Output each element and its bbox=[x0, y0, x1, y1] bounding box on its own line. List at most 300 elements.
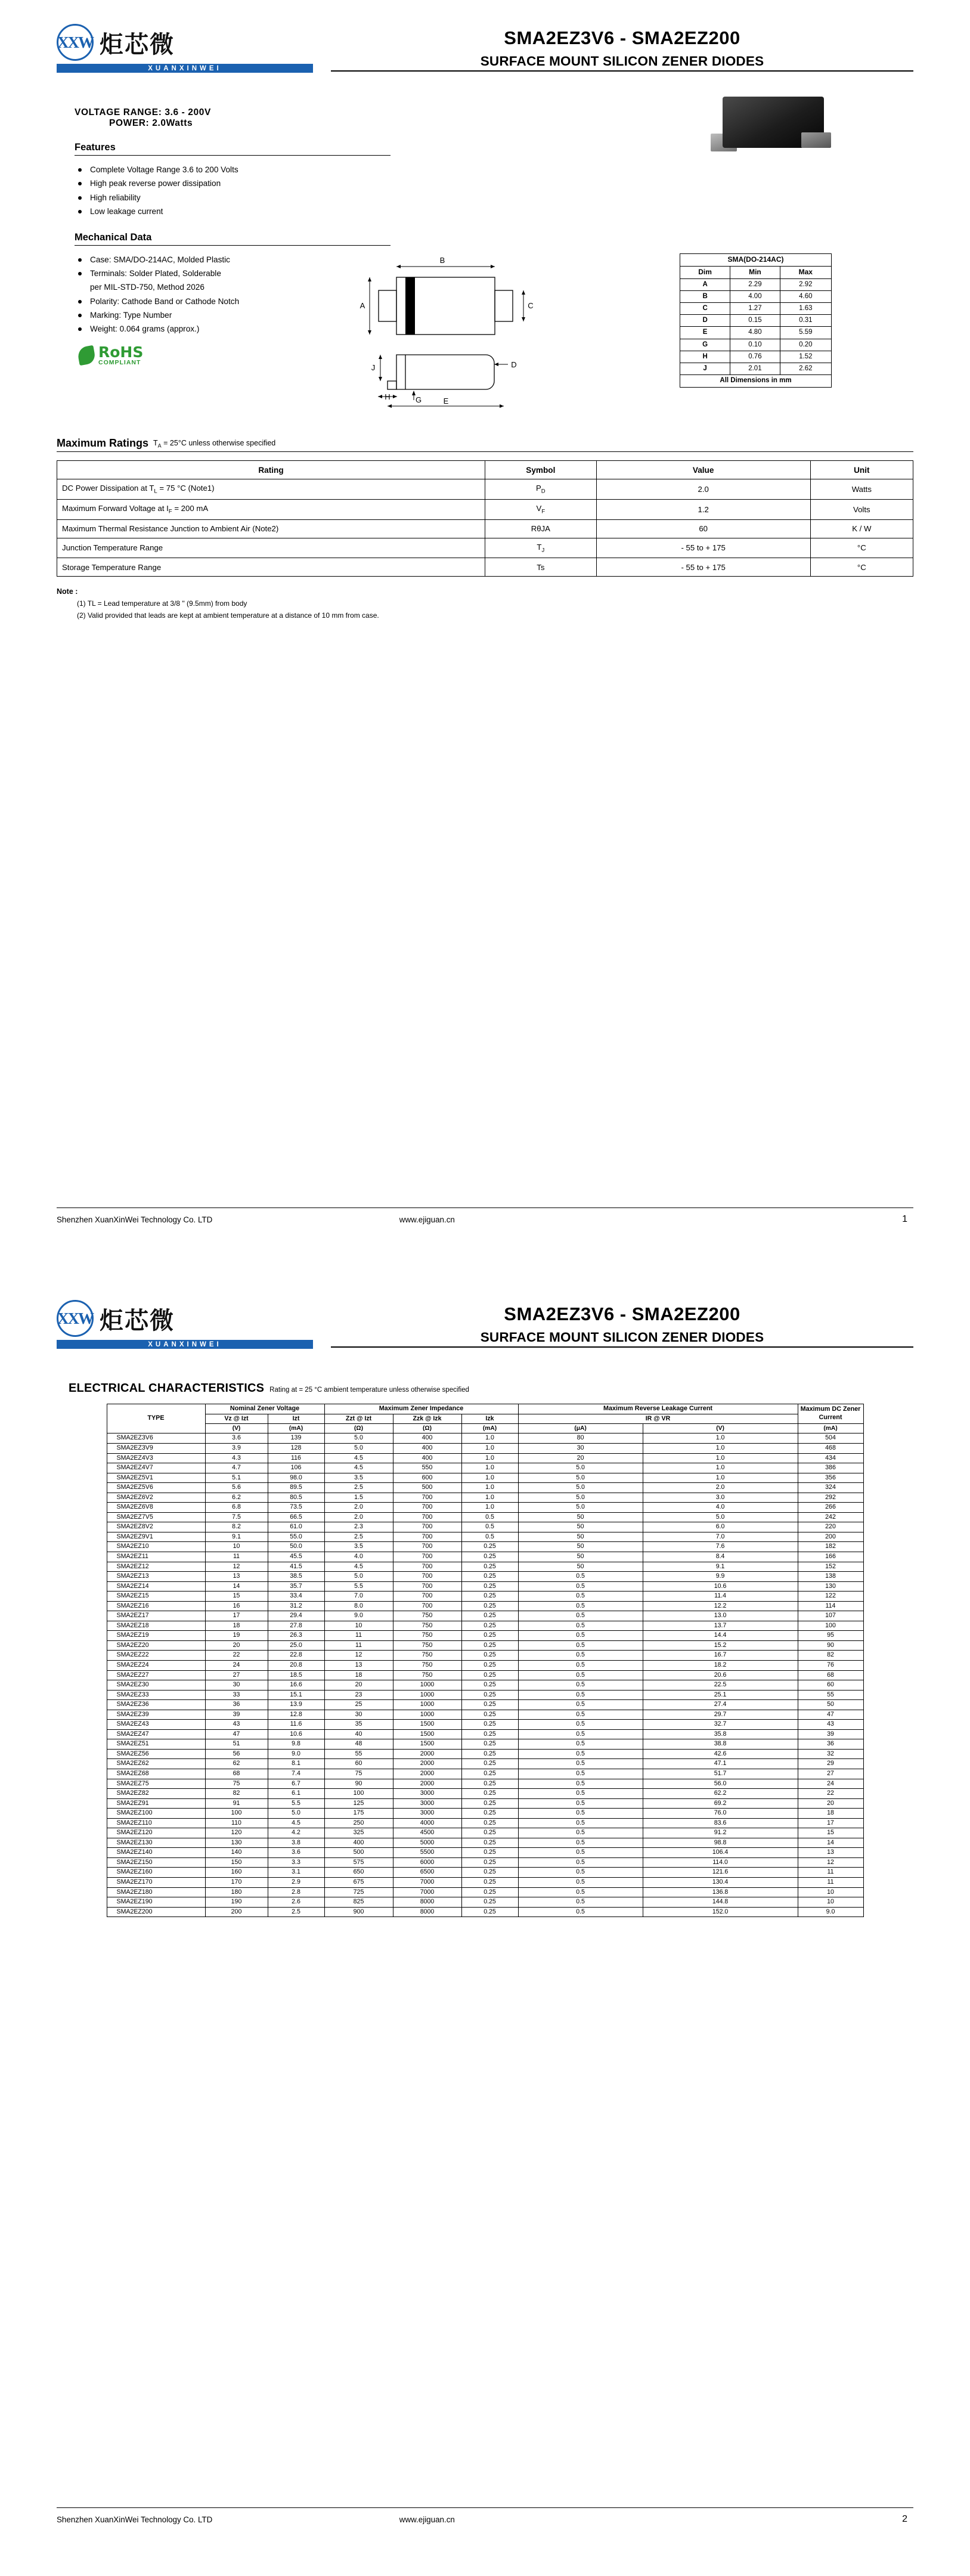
cell-izm: 36 bbox=[798, 1739, 863, 1750]
cell-zzt: 75 bbox=[324, 1769, 393, 1779]
cell-zzk: 700 bbox=[393, 1552, 461, 1562]
cell-zzt: 575 bbox=[324, 1857, 393, 1868]
table-row bbox=[107, 1463, 863, 1473]
cell-izk: 0.25 bbox=[461, 1611, 518, 1621]
table-row bbox=[107, 1552, 863, 1562]
cell-izk: 0.25 bbox=[461, 1631, 518, 1641]
cell-vr: 35.8 bbox=[643, 1729, 798, 1739]
dim-name: B bbox=[680, 290, 730, 302]
cell-izm: 292 bbox=[798, 1493, 863, 1503]
cell-zzk: 2000 bbox=[393, 1759, 461, 1769]
cell-zzt: 9.0 bbox=[324, 1611, 393, 1621]
cell-izm: 504 bbox=[798, 1433, 863, 1444]
rating-unit: Volts bbox=[810, 499, 913, 519]
cell-izm: 60 bbox=[798, 1680, 863, 1690]
rating-value: - 55 to + 175 bbox=[596, 538, 810, 558]
electrical-characteristics-title: ELECTRICAL CHARACTERISTICS bbox=[69, 1382, 265, 1395]
cell-vz: 9.1 bbox=[205, 1532, 268, 1542]
cell-zzt: 4.5 bbox=[324, 1562, 393, 1572]
cell-vr: 12.2 bbox=[643, 1601, 798, 1611]
dim-max: 4.60 bbox=[780, 290, 831, 302]
cell-izk: 1.0 bbox=[461, 1453, 518, 1463]
cell-izt: 2.6 bbox=[268, 1897, 324, 1908]
cell-zzt: 90 bbox=[324, 1779, 393, 1789]
cell-vz: 5.1 bbox=[205, 1473, 268, 1483]
cell-izt: 25.0 bbox=[268, 1640, 324, 1651]
cell-izm: 55 bbox=[798, 1690, 863, 1700]
cell-izm: 27 bbox=[798, 1769, 863, 1779]
cell-vz: 4.7 bbox=[205, 1463, 268, 1473]
cell-izk: 0.25 bbox=[461, 1700, 518, 1710]
cell-ir: 5.0 bbox=[518, 1493, 643, 1503]
cell-zzt: 2.0 bbox=[324, 1503, 393, 1513]
cell-vr: 27.4 bbox=[643, 1700, 798, 1710]
table-row bbox=[107, 1483, 863, 1493]
cell-type: SMA2EZ36 bbox=[107, 1700, 205, 1710]
cell-type: SMA2EZ160 bbox=[107, 1868, 205, 1878]
cell-izm: 29 bbox=[798, 1759, 863, 1769]
electrical-characteristics-subtitle: Rating at = 25 °C ambient temperature unless otherwise specified bbox=[269, 1386, 469, 1394]
cell-zzk: 500 bbox=[393, 1483, 461, 1493]
cell-zzt: 55 bbox=[324, 1749, 393, 1759]
dimensions-table bbox=[680, 253, 832, 388]
cell-zzk: 700 bbox=[393, 1512, 461, 1522]
cell-vr: 9.9 bbox=[643, 1572, 798, 1582]
cell-ir: 5.0 bbox=[518, 1473, 643, 1483]
page-subtitle: SURFACE MOUNT SILICON ZENER DIODES bbox=[480, 54, 764, 69]
svg-text:C: C bbox=[528, 301, 534, 310]
cell-izk: 0.25 bbox=[461, 1809, 518, 1819]
cell-zzk: 700 bbox=[393, 1493, 461, 1503]
cell-izt: 7.4 bbox=[268, 1769, 324, 1779]
cell-izk: 0.25 bbox=[461, 1640, 518, 1651]
column-group-nominal-voltage: Nominal Zener Voltage bbox=[205, 1404, 324, 1414]
cell-vz: 82 bbox=[205, 1789, 268, 1799]
table-row bbox=[107, 1611, 863, 1621]
footer-website[interactable]: www.ejiguan.cn bbox=[399, 2515, 455, 2524]
dim-name: J bbox=[680, 363, 730, 375]
cell-vr: 62.2 bbox=[643, 1789, 798, 1799]
cell-type: SMA2EZ140 bbox=[107, 1848, 205, 1858]
cell-izk: 0.5 bbox=[461, 1532, 518, 1542]
cell-ir: 0.5 bbox=[518, 1572, 643, 1582]
cell-izk: 0.25 bbox=[461, 1601, 518, 1611]
maximum-ratings-header bbox=[57, 437, 913, 450]
cell-vz: 6.2 bbox=[205, 1493, 268, 1503]
cell-vr: 4.0 bbox=[643, 1503, 798, 1513]
list-item: High reliability bbox=[75, 191, 391, 205]
column-header-rating: Rating bbox=[57, 461, 485, 479]
cell-zzt: 8.0 bbox=[324, 1601, 393, 1611]
rohs-badge bbox=[75, 345, 391, 366]
cell-vr: 1.0 bbox=[643, 1453, 798, 1463]
cell-vr: 98.8 bbox=[643, 1838, 798, 1848]
cell-izm: 356 bbox=[798, 1473, 863, 1483]
dim-max: 2.92 bbox=[780, 278, 831, 290]
cell-izk: 0.25 bbox=[461, 1749, 518, 1759]
cell-izt: 61.0 bbox=[268, 1522, 324, 1532]
table-row bbox=[107, 1443, 863, 1453]
cell-vz: 62 bbox=[205, 1759, 268, 1769]
cell-ir: 0.5 bbox=[518, 1769, 643, 1779]
cell-ir: 0.5 bbox=[518, 1907, 643, 1917]
cell-vz: 91 bbox=[205, 1798, 268, 1809]
table-row bbox=[107, 1592, 863, 1602]
footer-website[interactable]: www.ejiguan.cn bbox=[399, 1215, 455, 1224]
cell-izt: 41.5 bbox=[268, 1562, 324, 1572]
cell-izm: 14 bbox=[798, 1838, 863, 1848]
notes-title: Note : bbox=[57, 587, 78, 596]
cell-vz: 16 bbox=[205, 1601, 268, 1611]
cell-izk: 0.25 bbox=[461, 1562, 518, 1572]
table-row bbox=[107, 1542, 863, 1552]
mechanical-list bbox=[75, 253, 391, 336]
rating-value: 60 bbox=[596, 519, 810, 538]
column-header-ir-vr: IR @ VR bbox=[518, 1414, 798, 1424]
table-row bbox=[107, 1878, 863, 1888]
cell-izm: 20 bbox=[798, 1798, 863, 1809]
cell-izm: 10 bbox=[798, 1897, 863, 1908]
cell-izt: 8.1 bbox=[268, 1759, 324, 1769]
cell-zzk: 400 bbox=[393, 1453, 461, 1463]
cell-zzt: 250 bbox=[324, 1818, 393, 1828]
note-2: (2) Valid provided that leads are kept at ambient temperature at a distance of 10 mm from case. bbox=[77, 611, 379, 620]
cell-vz: 12 bbox=[205, 1562, 268, 1572]
cell-izt: 2.5 bbox=[268, 1907, 324, 1917]
cell-ir: 30 bbox=[518, 1443, 643, 1453]
cell-izt: 3.8 bbox=[268, 1838, 324, 1848]
cell-ir: 0.5 bbox=[518, 1779, 643, 1789]
cell-type: SMA2EZ33 bbox=[107, 1690, 205, 1700]
cell-zzk: 400 bbox=[393, 1443, 461, 1453]
table-row bbox=[107, 1907, 863, 1917]
cell-izt: 26.3 bbox=[268, 1631, 324, 1641]
cell-izt: 5.5 bbox=[268, 1798, 324, 1809]
cell-izt: 29.4 bbox=[268, 1611, 324, 1621]
cell-vz: 14 bbox=[205, 1581, 268, 1592]
cell-ir: 0.5 bbox=[518, 1581, 643, 1592]
cell-ir: 5.0 bbox=[518, 1483, 643, 1493]
table-row bbox=[107, 1868, 863, 1878]
company-logo bbox=[57, 1300, 313, 1349]
cell-zzk: 5000 bbox=[393, 1838, 461, 1848]
table-row bbox=[107, 1532, 863, 1542]
cell-vr: 14.4 bbox=[643, 1631, 798, 1641]
cell-izm: 166 bbox=[798, 1552, 863, 1562]
cell-zzk: 2000 bbox=[393, 1779, 461, 1789]
cell-vz: 8.2 bbox=[205, 1522, 268, 1532]
cell-zzt: 175 bbox=[324, 1809, 393, 1819]
cell-ir: 0.5 bbox=[518, 1878, 643, 1888]
table-row bbox=[107, 1631, 863, 1641]
cell-izm: 24 bbox=[798, 1779, 863, 1789]
cell-ir: 80 bbox=[518, 1433, 643, 1444]
footer-company: Shenzhen XuanXinWei Technology Co. LTD bbox=[57, 2515, 213, 2524]
cell-izk: 0.25 bbox=[461, 1542, 518, 1552]
cell-ir: 0.5 bbox=[518, 1838, 643, 1848]
cell-izm: 266 bbox=[798, 1503, 863, 1513]
list-item: High peak reverse power dissipation bbox=[75, 177, 391, 190]
table-row bbox=[57, 538, 913, 558]
cell-vr: 11.4 bbox=[643, 1592, 798, 1602]
cell-izm: 32 bbox=[798, 1749, 863, 1759]
cell-izm: 68 bbox=[798, 1670, 863, 1680]
dim-max: 1.52 bbox=[780, 351, 831, 363]
table-row bbox=[107, 1651, 863, 1661]
cell-zzk: 750 bbox=[393, 1611, 461, 1621]
cell-vz: 33 bbox=[205, 1690, 268, 1700]
cell-zzt: 4.5 bbox=[324, 1463, 393, 1473]
cell-ir: 50 bbox=[518, 1562, 643, 1572]
cell-zzt: 3.5 bbox=[324, 1542, 393, 1552]
table-row bbox=[107, 1433, 863, 1444]
cell-zzt: 2.0 bbox=[324, 1512, 393, 1522]
cell-izt: 6.1 bbox=[268, 1789, 324, 1799]
cell-zzt: 20 bbox=[324, 1680, 393, 1690]
cell-izk: 0.25 bbox=[461, 1798, 518, 1809]
cell-zzt: 3.5 bbox=[324, 1473, 393, 1483]
cell-izk: 0.25 bbox=[461, 1838, 518, 1848]
cell-zzt: 5.5 bbox=[324, 1581, 393, 1592]
cell-zzk: 7000 bbox=[393, 1887, 461, 1897]
column-header-value: Value bbox=[596, 461, 810, 479]
logo-initials: XXW bbox=[57, 1309, 93, 1327]
cell-izt: 98.0 bbox=[268, 1473, 324, 1483]
cell-vr: 18.2 bbox=[643, 1660, 798, 1670]
cell-vr: 22.5 bbox=[643, 1680, 798, 1690]
cell-vr: 3.0 bbox=[643, 1493, 798, 1503]
svg-text:G: G bbox=[415, 395, 422, 404]
dim-max: 0.20 bbox=[780, 339, 831, 351]
column-header-type: TYPE bbox=[107, 1404, 205, 1433]
cell-zzt: 2.5 bbox=[324, 1532, 393, 1542]
cell-izt: 3.3 bbox=[268, 1857, 324, 1868]
cell-zzt: 12 bbox=[324, 1651, 393, 1661]
cell-izk: 0.25 bbox=[461, 1621, 518, 1631]
cell-type: SMA2EZ6V8 bbox=[107, 1503, 205, 1513]
cell-izm: 22 bbox=[798, 1789, 863, 1799]
cell-izt: 9.0 bbox=[268, 1749, 324, 1759]
dim-max: 0.31 bbox=[780, 315, 831, 327]
cell-izm: 90 bbox=[798, 1640, 863, 1651]
electrical-table-body bbox=[107, 1433, 863, 1917]
list-item: Terminals: Solder Plated, Solderable bbox=[75, 267, 391, 280]
cell-ir: 50 bbox=[518, 1512, 643, 1522]
rating-symbol: Ts bbox=[485, 558, 597, 577]
dim-min: 0.15 bbox=[730, 315, 780, 327]
cell-ir: 0.5 bbox=[518, 1611, 643, 1621]
unit-vz: (V) bbox=[205, 1424, 268, 1433]
cell-vz: 5.6 bbox=[205, 1483, 268, 1493]
cell-zzk: 1000 bbox=[393, 1710, 461, 1720]
rating-label: DC Power Dissipation at $T_L = 75$ °C (Note1) bbox=[57, 479, 485, 500]
cell-vz: 120 bbox=[205, 1828, 268, 1838]
cell-type: SMA2EZ5V6 bbox=[107, 1483, 205, 1493]
logo-chinese-name: 炬芯微 bbox=[100, 1306, 175, 1335]
cell-izm: 122 bbox=[798, 1592, 863, 1602]
cell-izt: 13.9 bbox=[268, 1700, 324, 1710]
dim-name: C bbox=[680, 303, 730, 315]
cell-zzt: 4.0 bbox=[324, 1552, 393, 1562]
package-photo bbox=[711, 97, 842, 168]
list-item: Weight: 0.064 grams (approx.) bbox=[75, 322, 391, 336]
cell-type: SMA2EZ75 bbox=[107, 1779, 205, 1789]
cell-vr: 5.0 bbox=[643, 1512, 798, 1522]
table-row bbox=[107, 1453, 863, 1463]
cell-izk: 1.0 bbox=[461, 1473, 518, 1483]
cell-vr: 114.0 bbox=[643, 1857, 798, 1868]
cell-vz: 180 bbox=[205, 1887, 268, 1897]
table-row bbox=[107, 1798, 863, 1809]
cell-type: SMA2EZ16 bbox=[107, 1601, 205, 1611]
cell-izt: 12.8 bbox=[268, 1710, 324, 1720]
cell-vz: 47 bbox=[205, 1729, 268, 1739]
cell-izk: 1.0 bbox=[461, 1433, 518, 1444]
cell-zzk: 600 bbox=[393, 1473, 461, 1483]
cell-vr: 130.4 bbox=[643, 1878, 798, 1888]
table-row bbox=[107, 1640, 863, 1651]
cell-ir: 0.5 bbox=[518, 1710, 643, 1720]
cell-izk: 0.25 bbox=[461, 1739, 518, 1750]
cell-zzt: 13 bbox=[324, 1660, 393, 1670]
cell-zzk: 1500 bbox=[393, 1720, 461, 1730]
cell-izt: 139 bbox=[268, 1433, 324, 1444]
cell-zzt: 7.0 bbox=[324, 1592, 393, 1602]
cell-izt: 116 bbox=[268, 1453, 324, 1463]
cell-vr: 8.4 bbox=[643, 1552, 798, 1562]
cell-vr: 9.1 bbox=[643, 1562, 798, 1572]
cell-vr: 38.8 bbox=[643, 1739, 798, 1750]
rating-symbol: $V_F$ bbox=[485, 499, 597, 519]
cell-izm: 15 bbox=[798, 1828, 863, 1838]
table-row bbox=[107, 1818, 863, 1828]
cell-izt: 55.0 bbox=[268, 1532, 324, 1542]
cell-zzk: 750 bbox=[393, 1631, 461, 1641]
cell-ir: 50 bbox=[518, 1552, 643, 1562]
table-row bbox=[107, 1522, 863, 1532]
cell-vz: 6.8 bbox=[205, 1503, 268, 1513]
cell-type: SMA2EZ27 bbox=[107, 1670, 205, 1680]
package-outline-drawing bbox=[352, 253, 668, 408]
logo-pinyin: XUANXINWEI bbox=[148, 64, 222, 72]
cell-izk: 0.25 bbox=[461, 1878, 518, 1888]
cell-ir: 0.5 bbox=[518, 1729, 643, 1739]
voltage-range: VOLTAGE RANGE: 3.6 - 200V bbox=[75, 107, 211, 117]
cell-type: SMA2EZ100 bbox=[107, 1809, 205, 1819]
table-row bbox=[107, 1581, 863, 1592]
table-row bbox=[107, 1828, 863, 1838]
column-group-dc-zener-current: Maximum DC Zener Current bbox=[798, 1404, 863, 1424]
cell-izm: 9.0 bbox=[798, 1907, 863, 1917]
cell-vz: 170 bbox=[205, 1878, 268, 1888]
cell-zzk: 1500 bbox=[393, 1729, 461, 1739]
cell-vr: 1.0 bbox=[643, 1473, 798, 1483]
cell-ir: 0.5 bbox=[518, 1690, 643, 1700]
cell-ir: 0.5 bbox=[518, 1640, 643, 1651]
cell-vz: 200 bbox=[205, 1907, 268, 1917]
note-1: (1) TL = Lead temperature at 3/8 " (9.5mm) from body bbox=[77, 599, 247, 608]
cell-izt: 6.7 bbox=[268, 1779, 324, 1789]
cell-zzk: 4500 bbox=[393, 1828, 461, 1838]
cell-vr: 42.6 bbox=[643, 1749, 798, 1759]
cell-ir: 0.5 bbox=[518, 1670, 643, 1680]
table-row bbox=[107, 1739, 863, 1750]
cell-zzk: 2000 bbox=[393, 1749, 461, 1759]
cell-izm: 18 bbox=[798, 1809, 863, 1819]
features-divider bbox=[75, 155, 391, 156]
cell-zzt: 2.3 bbox=[324, 1522, 393, 1532]
column-header-min: Min bbox=[730, 266, 780, 278]
cell-izm: 95 bbox=[798, 1631, 863, 1641]
cell-izt: 33.4 bbox=[268, 1592, 324, 1602]
cell-vr: 1.0 bbox=[643, 1463, 798, 1473]
table-row bbox=[107, 1759, 863, 1769]
cell-vz: 150 bbox=[205, 1857, 268, 1868]
cell-zzt: 25 bbox=[324, 1700, 393, 1710]
cell-zzk: 700 bbox=[393, 1581, 461, 1592]
cell-zzt: 725 bbox=[324, 1887, 393, 1897]
cell-izt: 5.0 bbox=[268, 1809, 324, 1819]
table-row bbox=[680, 363, 832, 375]
cell-zzt: 48 bbox=[324, 1739, 393, 1750]
page-1 bbox=[0, 0, 970, 1276]
unit-izk: (mA) bbox=[461, 1424, 518, 1433]
column-header-max: Max bbox=[780, 266, 831, 278]
cell-izk: 0.25 bbox=[461, 1759, 518, 1769]
cell-izk: 0.25 bbox=[461, 1857, 518, 1868]
cell-izt: 50.0 bbox=[268, 1542, 324, 1552]
cell-izm: 43 bbox=[798, 1720, 863, 1730]
cell-ir: 0.5 bbox=[518, 1631, 643, 1641]
cell-zzt: 325 bbox=[324, 1828, 393, 1838]
table-row bbox=[107, 1710, 863, 1720]
title-divider bbox=[331, 1346, 913, 1348]
cell-zzt: 5.0 bbox=[324, 1572, 393, 1582]
cell-ir: 0.5 bbox=[518, 1868, 643, 1878]
cell-type: SMA2EZ130 bbox=[107, 1838, 205, 1848]
list-item: Marking: Type Number bbox=[75, 308, 391, 322]
cell-zzt: 30 bbox=[324, 1710, 393, 1720]
cell-vz: 43 bbox=[205, 1720, 268, 1730]
table-row bbox=[107, 1848, 863, 1858]
cell-izm: 11 bbox=[798, 1868, 863, 1878]
svg-text:A: A bbox=[360, 301, 365, 310]
cell-type: SMA2EZ19 bbox=[107, 1631, 205, 1641]
logo-initials: XXW bbox=[57, 33, 93, 51]
outline-svg bbox=[352, 253, 668, 408]
power-rating: POWER: 2.0Watts bbox=[109, 118, 193, 128]
company-logo bbox=[57, 24, 313, 73]
cell-zzt: 60 bbox=[324, 1759, 393, 1769]
cell-type: SMA2EZ15 bbox=[107, 1592, 205, 1602]
cell-izk: 0.25 bbox=[461, 1552, 518, 1562]
cell-vr: 7.6 bbox=[643, 1542, 798, 1552]
cell-izm: 17 bbox=[798, 1818, 863, 1828]
leaf-icon bbox=[77, 345, 97, 365]
cell-izm: 182 bbox=[798, 1542, 863, 1552]
cell-izt: 16.6 bbox=[268, 1680, 324, 1690]
cell-izk: 0.25 bbox=[461, 1690, 518, 1700]
electrical-characteristics-header bbox=[57, 1382, 913, 1395]
cell-vr: 29.7 bbox=[643, 1710, 798, 1720]
cell-izk: 0.25 bbox=[461, 1729, 518, 1739]
cell-izm: 82 bbox=[798, 1651, 863, 1661]
unit-zzt: (Ω) bbox=[324, 1424, 393, 1433]
cell-vr: 15.2 bbox=[643, 1640, 798, 1651]
table-row bbox=[57, 479, 913, 500]
cell-vz: 130 bbox=[205, 1838, 268, 1848]
logo-mark-icon bbox=[57, 24, 94, 61]
